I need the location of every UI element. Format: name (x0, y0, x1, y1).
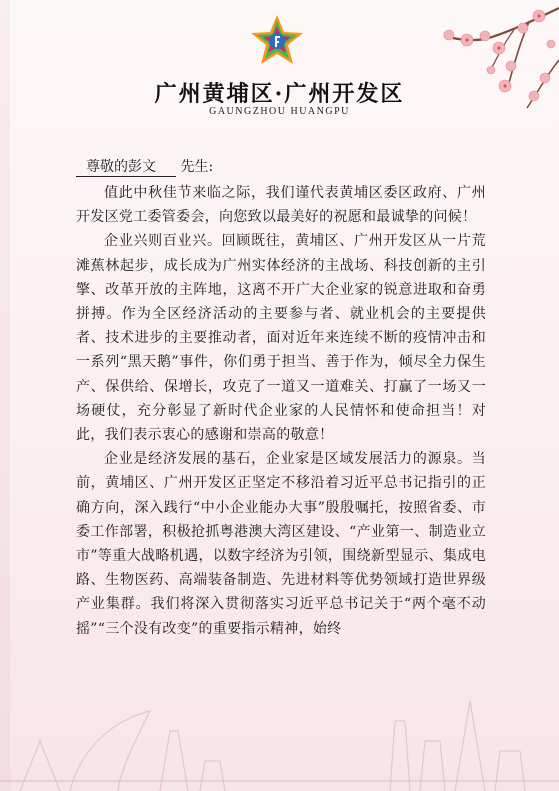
city-skyline-decoration (0, 681, 559, 791)
page-title: 广州黄埔区·广州开发区 (154, 81, 405, 107)
recipient-suffix: 先生: (180, 159, 214, 175)
recipient-name: 尊敬的彭文 (76, 156, 176, 177)
huangpu-logo (246, 12, 308, 74)
salutation (76, 156, 213, 177)
page-subtitle: GAUNGZHOU HUANGPU (209, 106, 350, 117)
paragraph-2: 企业兴则百业兴。回顾既往，黄埔区、广州开发区从一片荒滩蕉林起步，成长成为广州实体经济的主战场、科技创新的主引擎、改革开放的主阵地，这离不开广大企业家的锐意进取和奋勇拼搏。作为全区经济活动的主要参与者、就业机会的主要提供者、技术进步的主要推动者，面对近年来连续不断的疫情冲击和一系列“黑天鹅”事件，你们勇于担当、善于作为，倾尽全力保生产、保供给、保增长，攻克了一道又一道难关、打赢了一场又一场硬仗，充分彰显了新时代企业家的人民情怀和使命担当！对此，我们表示衷心的感谢和崇高的敬意！ (76, 233, 486, 444)
left-border (0, 0, 10, 791)
paragraph-1: 值此中秋佳节来临之际，我们谨代表黄埔区委区政府、广州开发区党工委管委会，向您致以最美好的祝愿和最诚挚的问候！ (76, 185, 486, 226)
paragraph-3: 企业是经济发展的基石，企业家是区域发展活力的源泉。当前，黄埔区、广州开发区正坚定不移沿着习近平总书记指引的正确方向，深入践行“中小企业能办大事”殷殷嘱托，按照省委、市委工作部署，积极抢抓粤港澳大湾区建设、“产业第一、制造业立市”等重大战略机遇，以数字经济为引领，围绕新型显示、集成电路、生物医药、高端装备制造、先进材料等优势领域打造世界级产业集群。我们将深入贯彻落实习近平总书记关于“两个毫不动摇”“三个没有改变”的重要指示精神，始终 (76, 451, 486, 637)
letter-body (76, 181, 486, 641)
